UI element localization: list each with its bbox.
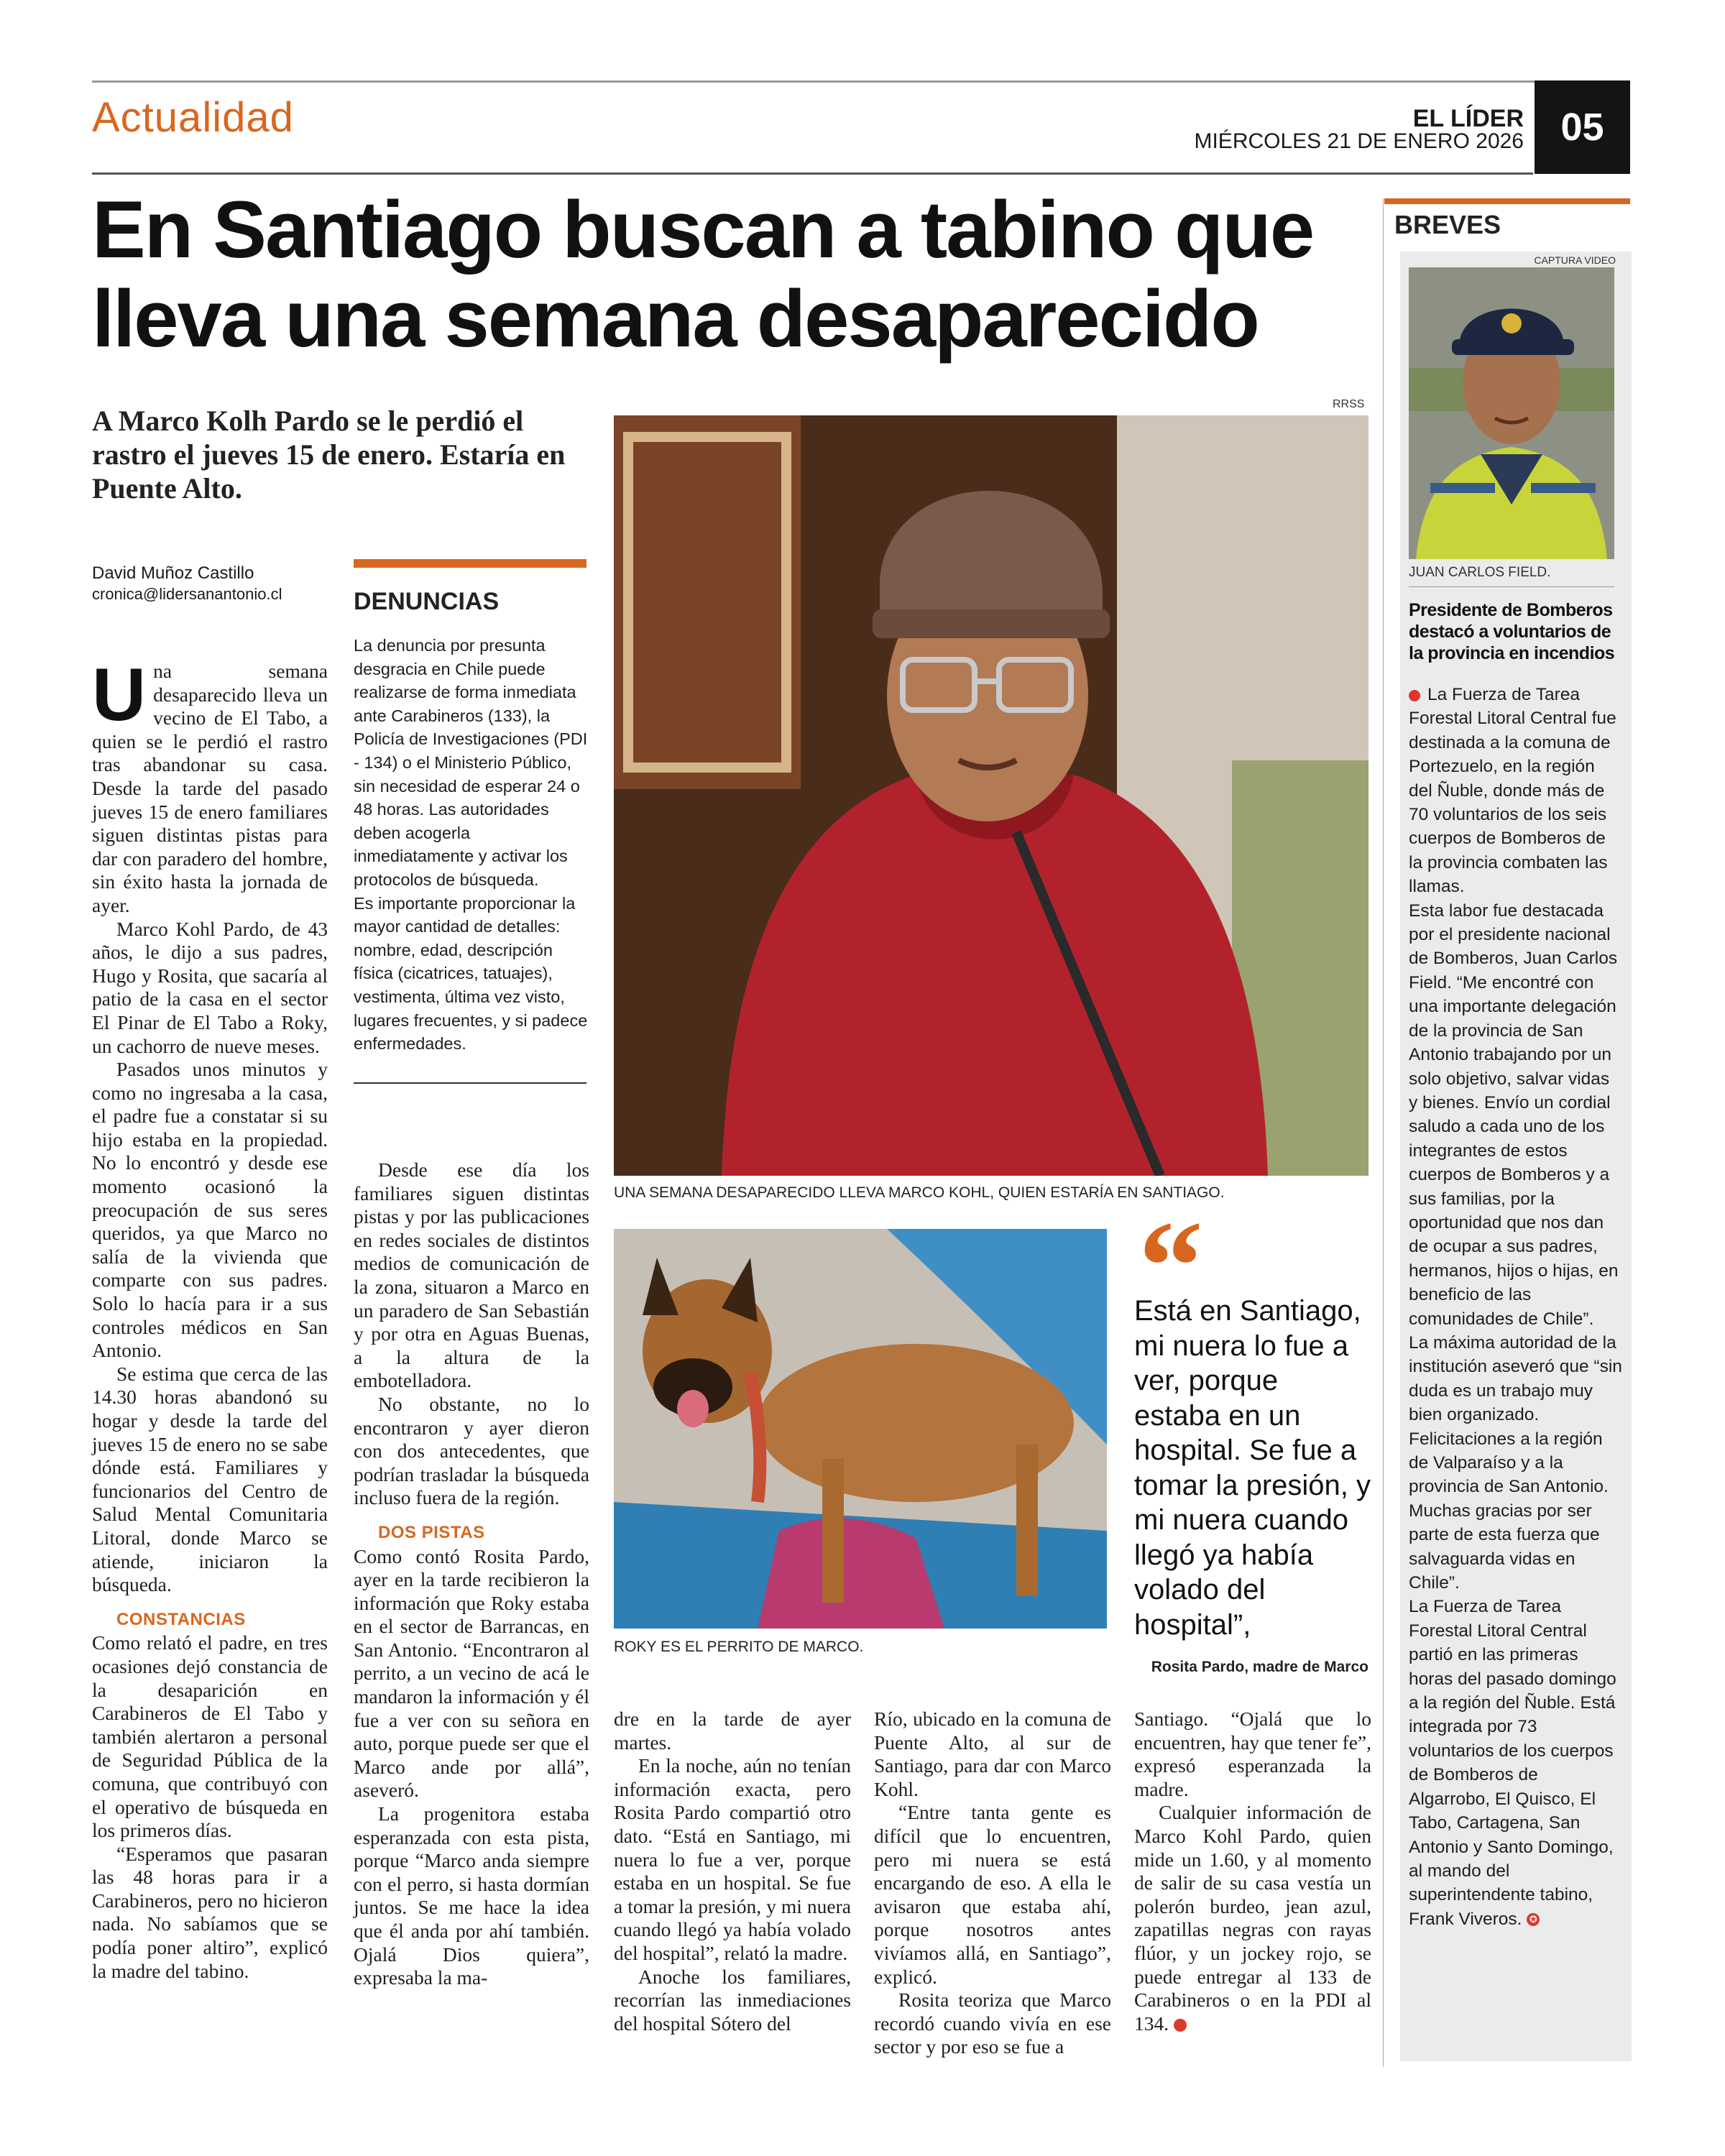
article-paragraph: La progenitora estaba esperanzada con esta pista, porque “Marco anda siempre con el perro, si hasta dormían juntos. Se me hace la idea que él anda por ahí también. Ojalá Dios quiera”, expresaba la ma- bbox=[354, 1802, 589, 1989]
sidebar-paragraph: Es importante proporcionar la mayor cantidad de detalles: nombre, edad, descripción física (cicatrices, tatuajes), vestimenta, última vez visto, lugares frecuentes, y si padece enfermedades. bbox=[354, 893, 588, 1054]
subhead-dos-pistas: DOS PISTAS bbox=[378, 1522, 485, 1542]
deck: A Marco Kolh Pardo se le perdió el rastro el jueves 15 de enero. Estaría en Puente Alto. bbox=[92, 405, 566, 505]
article-column-3 bbox=[614, 1708, 851, 2035]
end-mark-icon: ✪ bbox=[1527, 1913, 1540, 1926]
dog-illustration bbox=[614, 1229, 1107, 1628]
missing-man-photo bbox=[614, 415, 1368, 1176]
sidebar-paragraph: La denuncia por presunta desgracia en Chile puede realizarse de forma inmediata ante Carabineros (133), la Policía de Investigaciones (PDI - 134) o el Ministerio Público, sin necesidad de esperar 24 o 48 horas. Las autoridades deben acogerla inmediatamente y activar los protocolos de búsqueda. bbox=[354, 636, 588, 889]
breve-paragraph: La Fuerza de Tarea Forestal Litoral Central fue destinada a la comuna de Portezuelo, en la región del Ñuble, donde más de 70 voluntarios de los seis cuerpos de Bomberos de la provincia combaten las llamas. bbox=[1409, 685, 1616, 897]
article-paragraph: Una semana desaparecido lleva un vecino de El Tabo, a quien se le perdió el rastro tras abandonar su casa. Desde la tarde del pasado jueves 15 de enero familiares siguen distintas pistas para dar con paradero del hombre, sin éxito hasta la jornada de ayer. bbox=[92, 653, 328, 916]
article-paragraph: Cualquier información de Marco Kohl Pardo, quien mide un 1.60, y al momento de salir de su casa vestía un polerón burdeo, jean azul, zapatillas negras con rayas flúor, y un jockey rojo, se puede entregar al 133 de Carabineros o en la PDI al 134. ✪ bbox=[1134, 1801, 1371, 2035]
article-paragraph: Rosita teoriza que Marco recordó cuando vivía en ese sector y por eso se fue a bbox=[874, 1989, 1111, 2058]
newspaper-name: EL LÍDER bbox=[1412, 105, 1524, 132]
quote-mark: “ bbox=[1138, 1194, 1203, 1337]
photo-credit: RRSS bbox=[1333, 398, 1365, 410]
page-number: 05 bbox=[1535, 80, 1630, 174]
sidebar-text bbox=[354, 634, 588, 1056]
article-paragraph: Se estima que cerca de las 14.30 horas abandonó su hogar y desde la tarde del jueves 15 de enero no se sabe dónde está. Familiares y funcionarios del Centro de Salud Mental Comunitaria Litoral, donde Marco se atiende, iniciaron la búsqueda. bbox=[92, 1362, 328, 1596]
article-paragraph: Pasados unos minutos y como no ingresaba a la casa, el padre fue a constatar si su hijo estaba en la propiedad. No lo encontró y desde ese momento ocasionó la preocupación de sus seres queridos, ya que Marco no salía de la vivienda que comparte con sus padres. Solo lo hacía para ir a sus controles médicos en San Antonio. bbox=[92, 1058, 328, 1362]
article-paragraph: Anoche los familiares, recorrían las inmediaciones del hospital Sótero del bbox=[614, 1965, 851, 2035]
end-mark-icon: ✪ bbox=[1174, 2019, 1187, 2032]
headline-line-2: lleva una semana desaparecido bbox=[92, 274, 1259, 364]
breves-title: BREVES bbox=[1394, 210, 1501, 239]
article-paragraph: “Esperamos que pasaran las 48 horas para ir a Carabineros, pero no hicieron nada. No sabíamos que se podía poner altiro”, explicó la madre del tabino. bbox=[92, 1842, 328, 1982]
article-paragraph: Marco Kohl Pardo, de 43 años, le dijo a sus padres, Hugo y Rosita, que sacaría al patio de la casa en el sector El Pinar de El Tabo a Roky, un cachorro de nueve meses. bbox=[92, 917, 328, 1057]
article-paragraph: En la noche, aún no tenían información exacta, pero Rosita Pardo compartió otro dato. “Está en Santiago, mi nuera lo fue a ver, porque estaba en un hospital. Se fue a tomar la presión, y mi nuera cuando llegó ya había volado del hospital”, relató la madre. bbox=[614, 1754, 851, 1964]
breve-paragraph: La máxima autoridad de la institución aseveró que “sin duda es un trabajo muy bien organizado. Felicitaciones a la región de Valparaíso y a la provincia de San Antonio. Muchas gracias por ser parte de esta fuerza que salvaguarda vidas en Chile”. bbox=[1409, 1332, 1622, 1593]
byline-name: David Muñoz Castillo bbox=[92, 563, 254, 583]
headline bbox=[92, 185, 1386, 364]
article-paragraph: Santiago. “Ojalá que lo encuentren, hay que tener fe”, expresó esperanzada la madre. bbox=[1134, 1708, 1371, 1800]
man-illustration bbox=[614, 415, 1368, 1176]
column-divider bbox=[1383, 198, 1384, 2067]
sidebar-accent-bar bbox=[354, 559, 586, 568]
photo-caption-man: UNA SEMANA DESAPARECIDO LLEVA MARCO KOHL, QUIEN ESTARÍA EN SANTIAGO. bbox=[614, 1184, 1225, 1201]
breve-headline: Presidente de Bomberos destacó a voluntarios de la provincia en incendios bbox=[1409, 600, 1615, 663]
headline-line-1: En Santiago buscan a tabino que bbox=[92, 185, 1314, 275]
top-rule bbox=[92, 80, 1630, 83]
issue-date: MIÉRCOLES 21 DE ENERO 2026 bbox=[1194, 129, 1524, 153]
article-column-4 bbox=[874, 1708, 1111, 2059]
section-name: Actualidad bbox=[92, 94, 294, 141]
firefighter-illustration bbox=[1409, 267, 1614, 559]
juan-carlos-field-photo bbox=[1409, 267, 1614, 559]
article-column-2 bbox=[354, 1158, 589, 1990]
article-column-1 bbox=[92, 653, 328, 1983]
drop-cap: U bbox=[92, 653, 147, 737]
photo-caption-dog: ROKY ES EL PERRITO DE MARCO. bbox=[614, 1639, 864, 1655]
breve-body bbox=[1409, 683, 1623, 1931]
dog-photo bbox=[614, 1229, 1107, 1628]
breve-paragraph: Esta labor fue destacada por el presidente nacional de Bomberos, Juan Carlos Field. “Me encontré con una importante delegación de la provincia de San Antonio trabajando por un solo objetivo, salvar vidas y bienes. Envío un cordial saludo a cada uno de los integrantes de estos cuerpos de Bomberos y a sus familias, por la oportunidad que nos dan de ocupar a sus padres, hermanos, hijos o hijas, en beneficio de las comunidades de Chile”. bbox=[1409, 900, 1619, 1329]
pull-quote: Está en Santiago, mi nuera lo fue a ver, porque estaba en un hospital. Se fue a tomar la presión, y mi nuera cuando llegó ya había volado del hospital”, bbox=[1134, 1295, 1371, 1641]
article-paragraph: Como relató el padre, en tres ocasiones dejó constancia de la desaparición en Carabineros de El Tabo y también alertaron a personal de Seguridad Pública de la comuna, que contribuyó con el operativo de búsqueda en los primeros días. bbox=[92, 1631, 328, 1842]
breves-photo-caption: JUAN CARLOS FIELD. bbox=[1409, 565, 1551, 580]
breves-photo-credit: CAPTURA VIDEO bbox=[1534, 254, 1616, 266]
article-paragraph: Como contó Rosita Pardo, ayer en la tarde recibieron la información que Roky estaba en el sector de Barrancas, en San Antonio. “Encontraron al perrito, a un vecino de acá le mandaron la información y él fue a ver con su señora en auto, porque puede ser que el Marco ande por allá”, aseveró. bbox=[354, 1544, 589, 1802]
quote-attribution: Rosita Pardo, madre de Marco bbox=[1151, 1659, 1368, 1675]
sidebar-bottom-rule bbox=[354, 1082, 586, 1084]
breve-paragraph: La Fuerza de Tarea Forestal Litoral Central partió en las primeras horas del pasado domingo a la región del Ñuble. Está integrada por 73 voluntarios de los cuerpos de Bomberos de Algarrobo, El Quisco, El Tabo, Cartagena, San Antonio y Santo Domingo, al mando del superintendente tabino, Frank Viveros. ✪ bbox=[1409, 1597, 1616, 1929]
byline-email: cronica@lidersanantonio.cl bbox=[92, 585, 282, 603]
caption-rule bbox=[1409, 586, 1614, 587]
article-paragraph: “Entre tanta gente es difícil que lo encuentren, pero mi nuera se está encargando de eso. A ella le avisaron que estaba ahí, porque nosotros antes vivíamos allá, en Santiago”, explicó. bbox=[874, 1801, 1111, 1988]
subhead-constancias: CONSTANCIAS bbox=[116, 1609, 246, 1629]
header-rule bbox=[92, 172, 1533, 175]
article-paragraph: No obstante, no lo encontraron y ayer dieron con dos antecedentes, que podrían trasladar la búsqueda incluso fuera de la región. bbox=[354, 1392, 589, 1509]
article-column-5 bbox=[1134, 1708, 1371, 2035]
article-paragraph: Río, ubicado en la comuna de Puente Alto, al sur de Santiago, para dar con Marco Kohl. bbox=[874, 1708, 1111, 1800]
sidebar-title: DENUNCIAS bbox=[354, 588, 500, 615]
breves-accent-bar bbox=[1384, 198, 1630, 204]
article-paragraph: dre en la tarde de ayer martes. bbox=[614, 1708, 851, 1754]
bullet-dot-icon bbox=[1409, 690, 1420, 701]
article-paragraph: Desde ese día los familiares siguen distintas pistas y por las publicaciones en redes sociales de distintos medios de comunicación de la zona, situaron a Marco en un paradero de San Sebastián y por otra en Aguas Buenas, a la altura de la embotelladora. bbox=[354, 1158, 589, 1392]
